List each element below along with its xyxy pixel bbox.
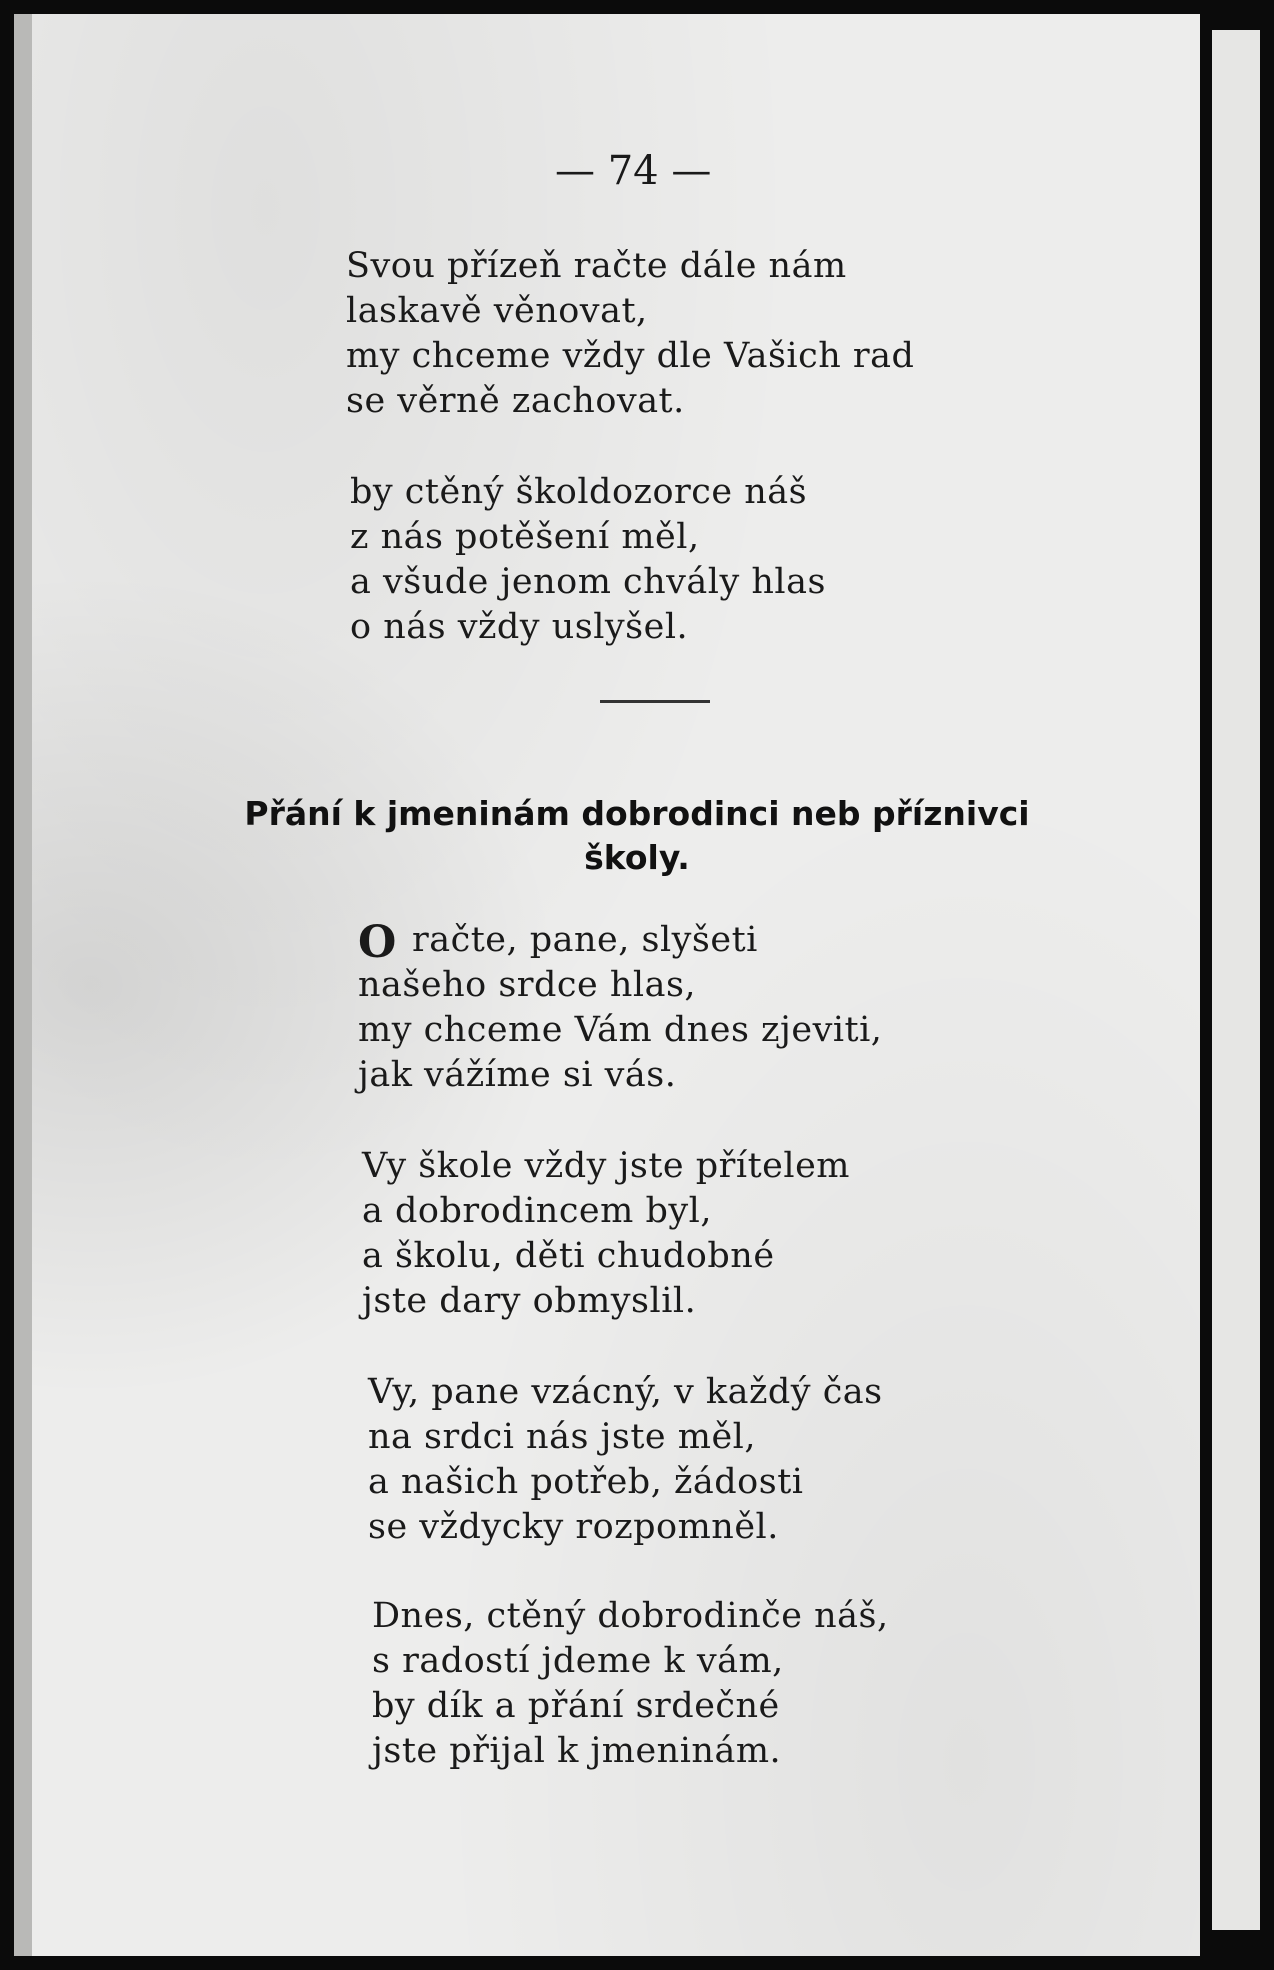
poem-stanza-4 <box>372 1594 889 1774</box>
poem-stanza-1 <box>358 918 882 1098</box>
stanza-top-1 <box>346 244 914 424</box>
verse-line: jste přijal k jmeninám. <box>372 1731 782 1771</box>
verse-line: Svou přízeň račte dále nám <box>346 246 847 286</box>
verse-line: my chceme Vám dnes zjeviti, <box>358 1010 883 1050</box>
verse-line: my chceme vždy dle Vašich rad <box>346 336 915 376</box>
verse-line: našeho srdce hlas, <box>358 965 697 1005</box>
facing-page-edge <box>1212 30 1260 1930</box>
verse-line: by dík a přání srdečné <box>372 1686 780 1726</box>
poem-title-line-1: Přání k jmeninám dobrodinci neb příznivci <box>244 794 1030 833</box>
verse-line: by ctěný školdozorce náš <box>350 472 808 512</box>
poem-title <box>0 792 1274 880</box>
verse-line: a školu, děti chudobné <box>362 1236 775 1276</box>
verse-line: jak vážíme si vás. <box>358 1055 677 1095</box>
verse-line: laskavě věnovat, <box>346 291 648 331</box>
decorative-initial: O <box>358 917 397 968</box>
verse-line: se věrně zachovat. <box>346 381 685 421</box>
section-divider <box>600 700 710 703</box>
verse-line: a všude jenom chvály hlas <box>350 562 826 602</box>
stanza-top-2 <box>350 470 826 650</box>
poem-stanza-2 <box>362 1144 850 1324</box>
verse-line: Vy škole vždy jste přítelem <box>362 1146 850 1186</box>
verse-line: na srdci nás jste měl, <box>368 1417 756 1457</box>
verse-line-first <box>358 917 882 968</box>
verse-line: a dobrodincem byl, <box>362 1191 712 1231</box>
verse-line-first-text: račte, pane, slyšeti <box>412 920 758 960</box>
verse-line: jste dary obmyslil. <box>362 1281 697 1321</box>
page-number: — 74 — <box>555 148 712 194</box>
verse-line: z nás potěšení měl, <box>350 517 700 557</box>
poem-title-line-2: školy. <box>584 838 690 877</box>
verse-line: Vy, pane vzácný, v každý čas <box>368 1372 883 1412</box>
verse-line: o nás vždy uslyšel. <box>350 607 689 647</box>
verse-line: Dnes, ctěný dobrodinče náš, <box>372 1596 889 1636</box>
verse-line: se vždycky rozpomněl. <box>368 1507 779 1547</box>
verse-line: s radostí jdeme k vám, <box>372 1641 784 1681</box>
poem-stanza-3 <box>368 1370 883 1550</box>
verse-line: a našich potřeb, žádosti <box>368 1462 804 1502</box>
